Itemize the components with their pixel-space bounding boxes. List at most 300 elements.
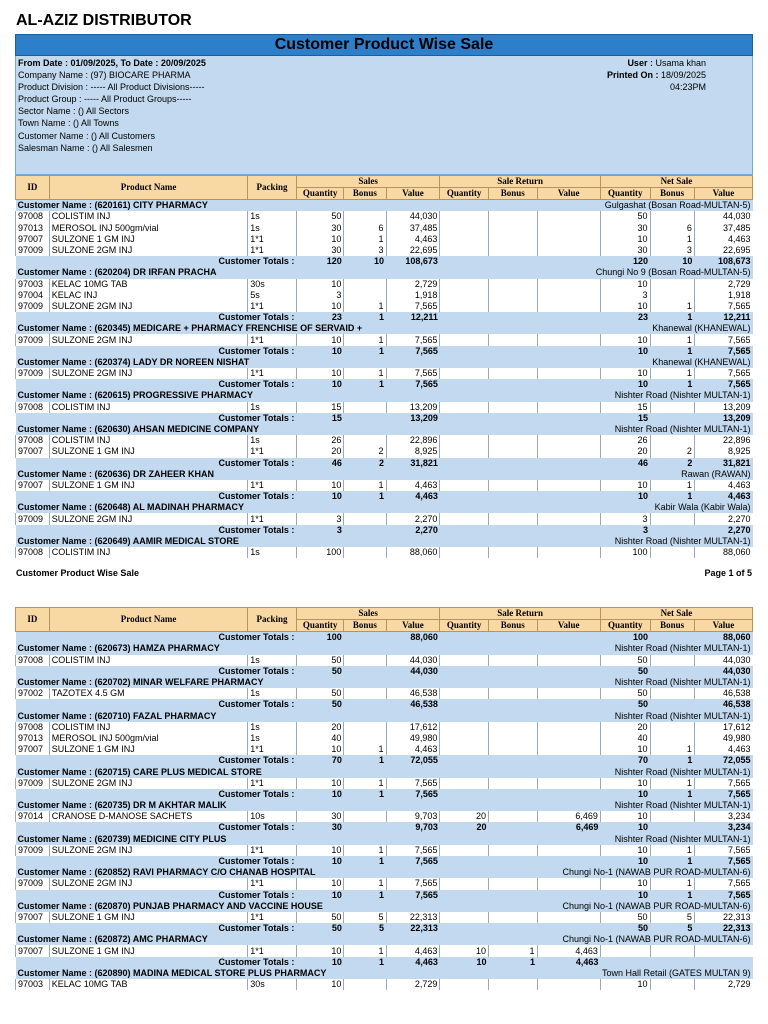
return-qty <box>440 979 489 990</box>
product-row <box>16 945 753 956</box>
sales-qty: 10 <box>296 334 344 345</box>
total-net-value: 44,030 <box>694 666 752 677</box>
total-net-value: 12,211 <box>694 312 752 323</box>
total-net-value: 3,234 <box>694 822 752 833</box>
packing: 1*1 <box>248 446 297 457</box>
product-id: 97008 <box>16 547 50 558</box>
sales-qty: 10 <box>296 778 344 789</box>
packing: 1*1 <box>248 878 297 889</box>
net-bonus <box>650 945 694 956</box>
total-net-bonus: 1 <box>650 312 694 323</box>
packing: 1s <box>248 402 297 413</box>
sales-bonus <box>344 733 386 744</box>
customer-town: Nishter Road (Nishter MULTAN-1) <box>488 766 752 777</box>
customer-totals-label: Customer Totals : <box>16 923 297 934</box>
total-net-value: 7,565 <box>694 379 752 390</box>
product-row <box>16 733 753 744</box>
customer-name: Customer Name : (620636) DR ZAHEER KHAN <box>16 469 489 480</box>
total-net-bonus: 1 <box>650 346 694 357</box>
customer-row <box>16 643 753 654</box>
return-bonus <box>488 722 537 733</box>
return-qty <box>440 912 489 923</box>
sales-qty: 10 <box>296 234 344 245</box>
return-qty <box>440 480 489 491</box>
customer-totals-row <box>16 822 753 833</box>
col-id: ID <box>16 608 50 632</box>
col-value: Value <box>537 188 600 200</box>
sales-qty: 50 <box>296 912 344 923</box>
return-qty <box>440 655 489 666</box>
product-id: 97008 <box>16 655 50 666</box>
sales-qty: 50 <box>296 688 344 699</box>
product-id: 97007 <box>16 234 50 245</box>
col-group-sale-return: Sale Return <box>440 176 601 188</box>
total-return-value <box>537 379 600 390</box>
customer-row <box>16 766 753 777</box>
sales-qty: 50 <box>296 211 344 222</box>
customer-name: Customer Name : (620204) DR IRFAN PRACHA <box>16 267 489 278</box>
col-value: Value <box>694 620 752 632</box>
total-net-qty: 10 <box>600 789 650 800</box>
product-name: SULZONE 2GM INJ <box>49 513 247 524</box>
net-value: 22,896 <box>694 435 752 446</box>
total-net-bonus: 5 <box>650 923 694 934</box>
product-row <box>16 778 753 789</box>
net-bonus <box>650 435 694 446</box>
customer-name: Customer Name : (620374) LADY DR NOREEN NISHAT <box>16 357 489 368</box>
net-value: 37,485 <box>694 223 752 234</box>
customer-town: Khanewal (KHANEWAL) <box>488 323 752 334</box>
total-net-value: 13,209 <box>694 413 752 424</box>
product-row <box>16 878 753 889</box>
customer-name: Customer Name : (620890) MADINA MEDICAL STORE PLUS PHARMACY <box>16 968 489 979</box>
sales-qty: 15 <box>296 402 344 413</box>
total-net-bonus <box>650 525 694 536</box>
net-value: 22,695 <box>694 245 752 256</box>
total-sales-bonus: 1 <box>344 789 386 800</box>
sales-bonus <box>344 688 386 699</box>
sales-bonus: 3 <box>344 245 386 256</box>
net-qty: 100 <box>600 547 650 558</box>
return-bonus <box>488 279 537 290</box>
total-sales-value: 4,463 <box>386 957 440 968</box>
net-bonus: 1 <box>650 480 694 491</box>
net-bonus <box>650 290 694 301</box>
product-row <box>16 513 753 524</box>
customer-totals-row <box>16 699 753 710</box>
customer-row <box>16 390 753 401</box>
customer-town: Nishter Road (Nishter MULTAN-1) <box>488 390 752 401</box>
customer-row <box>16 867 753 878</box>
net-bonus <box>650 547 694 558</box>
net-bonus: 1 <box>650 301 694 312</box>
customer-name: Customer Name : (620739) MEDICINE CITY PLUS <box>16 834 489 845</box>
col-bonus: Bonus <box>650 620 694 632</box>
total-return-bonus <box>488 458 537 469</box>
total-sales-value: 2,270 <box>386 525 440 536</box>
customer-totals-label: Customer Totals : <box>16 755 297 766</box>
customer-town: Chungi No-1 (NAWAB PUR ROAD-MULTAN-6) <box>488 867 752 878</box>
product-name: SULZONE 2GM INJ <box>49 845 247 856</box>
net-value: 3,234 <box>694 811 752 822</box>
total-sales-bonus: 1 <box>344 890 386 901</box>
col-quantity: Quantity <box>600 188 650 200</box>
col-group-net-sale: Net Sale <box>600 608 752 620</box>
net-bonus <box>650 722 694 733</box>
return-bonus <box>488 446 537 457</box>
sales-value: 7,565 <box>386 878 440 889</box>
customer-row <box>16 834 753 845</box>
return-qty <box>440 234 489 245</box>
net-value: 7,565 <box>694 878 752 889</box>
sales-bonus: 1 <box>344 368 386 379</box>
product-id: 97003 <box>16 979 50 990</box>
return-value <box>537 368 600 379</box>
total-net-bonus: 10 <box>650 256 694 267</box>
return-bonus <box>488 655 537 666</box>
product-row <box>16 290 753 301</box>
total-return-bonus <box>488 890 537 901</box>
sales-qty: 26 <box>296 435 344 446</box>
col-product: Product Name <box>49 608 247 632</box>
return-value <box>537 435 600 446</box>
total-return-qty <box>440 890 489 901</box>
product-id: 97009 <box>16 245 50 256</box>
customer-totals-row <box>16 525 753 536</box>
customer-row <box>16 536 753 547</box>
total-sales-bonus <box>344 666 386 677</box>
sales-qty: 3 <box>296 513 344 524</box>
return-bonus <box>488 245 537 256</box>
sales-bonus: 1 <box>344 334 386 345</box>
net-value: 44,030 <box>694 211 752 222</box>
net-bonus: 1 <box>650 234 694 245</box>
sales-value: 4,463 <box>386 480 440 491</box>
total-sales-value: 44,030 <box>386 666 440 677</box>
total-sales-value: 88,060 <box>386 632 440 644</box>
net-qty: 10 <box>600 301 650 312</box>
customer-name: Customer Name : (620615) PROGRESSIVE PHARMACY <box>16 390 489 401</box>
sales-bonus <box>344 655 386 666</box>
customer-totals-label: Customer Totals : <box>16 491 297 502</box>
return-value <box>537 446 600 457</box>
total-return-bonus <box>488 491 537 502</box>
total-sales-value: 31,821 <box>386 458 440 469</box>
packing: 1s <box>248 655 297 666</box>
net-value <box>694 945 752 956</box>
sales-value: 4,463 <box>386 744 440 755</box>
customer-totals-row <box>16 256 753 267</box>
sales-value: 49,980 <box>386 733 440 744</box>
return-qty <box>440 290 489 301</box>
net-value: 7,565 <box>694 368 752 379</box>
total-return-qty <box>440 856 489 867</box>
product-row <box>16 234 753 245</box>
customer-totals-label: Customer Totals : <box>16 822 297 833</box>
total-sales-qty: 10 <box>296 957 344 968</box>
product-name: MEROSOL INJ 500gm/vial <box>49 733 247 744</box>
product-name: SULZONE 1 GM INJ <box>49 945 247 956</box>
total-sales-value: 13,209 <box>386 413 440 424</box>
customer-row <box>16 424 753 435</box>
customer-totals-row <box>16 632 753 644</box>
return-value <box>537 688 600 699</box>
sales-bonus <box>344 279 386 290</box>
total-net-bonus <box>650 957 694 968</box>
net-value: 4,463 <box>694 744 752 755</box>
filter-list <box>18 57 206 154</box>
customer-totals-row <box>16 666 753 677</box>
sales-value: 22,695 <box>386 245 440 256</box>
sales-qty: 30 <box>296 223 344 234</box>
total-return-value <box>537 312 600 323</box>
total-sales-bonus: 10 <box>344 256 386 267</box>
report-filters <box>15 56 753 175</box>
packing: 1s <box>248 547 297 558</box>
return-bonus <box>488 845 537 856</box>
col-id: ID <box>16 176 50 200</box>
total-sales-bonus <box>344 632 386 644</box>
product-name: COLISTIM INJ <box>49 402 247 413</box>
total-net-bonus: 1 <box>650 789 694 800</box>
total-net-bonus <box>650 666 694 677</box>
total-sales-qty: 50 <box>296 699 344 710</box>
total-net-qty <box>600 957 650 968</box>
product-name: CRANOSE D-MANOSE SACHETS <box>49 811 247 822</box>
customer-town: Chungi No-1 (NAWAB PUR ROAD-MULTAN-6) <box>488 901 752 912</box>
sales-qty: 3 <box>296 290 344 301</box>
col-value: Value <box>694 188 752 200</box>
customer-town: Nishter Road (Nishter MULTAN-1) <box>488 677 752 688</box>
company-name: AL-AZIZ DISTRIBUTOR <box>16 12 192 29</box>
col-quantity: Quantity <box>440 188 489 200</box>
return-value: 6,469 <box>537 811 600 822</box>
return-bonus <box>488 744 537 755</box>
col-quantity: Quantity <box>440 620 489 632</box>
product-row <box>16 912 753 923</box>
net-value: 88,060 <box>694 547 752 558</box>
printed-date: 18/09/2025 <box>660 70 706 81</box>
net-qty: 10 <box>600 744 650 755</box>
net-bonus <box>650 211 694 222</box>
total-net-value: 72,055 <box>694 755 752 766</box>
customer-name: Customer Name : (620648) AL MADINAH PHARMACY <box>16 502 489 513</box>
product-id: 97013 <box>16 223 50 234</box>
net-value: 2,729 <box>694 279 752 290</box>
col-product: Product Name <box>49 176 247 200</box>
customer-totals-row <box>16 413 753 424</box>
total-return-value <box>537 890 600 901</box>
total-net-qty: 10 <box>600 856 650 867</box>
total-sales-qty: 10 <box>296 890 344 901</box>
net-bonus: 2 <box>650 446 694 457</box>
sales-qty: 20 <box>296 446 344 457</box>
total-net-qty: 10 <box>600 491 650 502</box>
total-sales-qty: 10 <box>296 856 344 867</box>
sales-bonus: 1 <box>344 845 386 856</box>
sales-value: 7,565 <box>386 778 440 789</box>
sales-bonus <box>344 722 386 733</box>
total-sales-bonus: 5 <box>344 923 386 934</box>
customer-town: Kabir Wala (Kabir Wala) <box>488 502 752 513</box>
customer-town: Town Hall Retail (GATES MULTAN 9) <box>488 968 752 979</box>
net-value: 7,565 <box>694 301 752 312</box>
net-value: 4,463 <box>694 234 752 245</box>
product-row <box>16 211 753 222</box>
customer-row <box>16 323 753 334</box>
customer-town: Rawan (RAWAN) <box>488 469 752 480</box>
return-bonus <box>488 211 537 222</box>
page-footer <box>16 568 752 578</box>
return-qty <box>440 513 489 524</box>
total-return-bonus <box>488 346 537 357</box>
product-name: SULZONE 2GM INJ <box>49 368 247 379</box>
total-return-value <box>537 632 600 644</box>
sales-bonus: 1 <box>344 778 386 789</box>
customer-row <box>16 968 753 979</box>
total-return-value <box>537 666 600 677</box>
customer-totals-row <box>16 923 753 934</box>
total-return-value <box>537 491 600 502</box>
product-name: TAZOTEX 4.5 GM <box>49 688 247 699</box>
customer-totals-label: Customer Totals : <box>16 856 297 867</box>
return-value <box>537 290 600 301</box>
user-label: User : <box>627 58 653 68</box>
total-net-qty: 50 <box>600 923 650 934</box>
filter-line: Sector Name : () All Sectors <box>18 106 130 117</box>
customer-totals-label: Customer Totals : <box>16 379 297 390</box>
total-sales-value: 12,211 <box>386 312 440 323</box>
return-value <box>537 733 600 744</box>
packing: 1s <box>248 223 297 234</box>
return-value <box>537 912 600 923</box>
product-name: COLISTIM INJ <box>49 211 247 222</box>
total-return-bonus <box>488 256 537 267</box>
packing: 10s <box>248 811 297 822</box>
total-return-value <box>537 755 600 766</box>
footer-title: Customer Product Wise Sale <box>16 568 139 578</box>
total-net-qty: 10 <box>600 346 650 357</box>
total-sales-bonus: 1 <box>344 957 386 968</box>
total-return-value <box>537 413 600 424</box>
product-id: 97014 <box>16 811 50 822</box>
total-return-value <box>537 346 600 357</box>
table-header-row <box>16 608 753 620</box>
sales-bonus <box>344 513 386 524</box>
customer-row <box>16 357 753 368</box>
sales-bonus: 5 <box>344 912 386 923</box>
sales-bonus: 2 <box>344 446 386 457</box>
total-return-bonus <box>488 923 537 934</box>
sales-qty: 10 <box>296 979 344 990</box>
total-net-bonus <box>650 632 694 644</box>
customer-name: Customer Name : (620870) PUNJAB PHARMACY AND VACCINE HOUSE <box>16 901 489 912</box>
sales-qty: 40 <box>296 733 344 744</box>
customer-name: Customer Name : (620872) AMC PHARMACY <box>16 934 489 945</box>
net-bonus <box>650 279 694 290</box>
total-sales-value: 108,673 <box>386 256 440 267</box>
net-qty: 10 <box>600 234 650 245</box>
total-sales-qty: 46 <box>296 458 344 469</box>
packing: 1s <box>248 722 297 733</box>
customer-row <box>16 200 753 212</box>
sales-value: 17,612 <box>386 722 440 733</box>
packing: 5s <box>248 290 297 301</box>
return-qty <box>440 223 489 234</box>
total-net-value: 2,270 <box>694 525 752 536</box>
customer-totals-label: Customer Totals : <box>16 890 297 901</box>
total-sales-qty: 3 <box>296 525 344 536</box>
product-name: SULZONE 1 GM INJ <box>49 912 247 923</box>
col-value: Value <box>537 620 600 632</box>
customer-row <box>16 267 753 278</box>
customer-totals-row <box>16 890 753 901</box>
total-sales-value: 7,565 <box>386 379 440 390</box>
sales-value: 7,565 <box>386 334 440 345</box>
total-net-qty: 3 <box>600 525 650 536</box>
return-qty <box>440 744 489 755</box>
net-value: 44,030 <box>694 655 752 666</box>
total-net-bonus: 2 <box>650 458 694 469</box>
net-value: 8,925 <box>694 446 752 457</box>
packing: 1*1 <box>248 845 297 856</box>
net-bonus: 1 <box>650 744 694 755</box>
sales-bonus: 1 <box>344 480 386 491</box>
product-name: KELAC 10MG TAB <box>49 979 247 990</box>
packing: 1*1 <box>248 912 297 923</box>
product-id: 97009 <box>16 513 50 524</box>
product-row <box>16 402 753 413</box>
total-return-qty: 20 <box>440 822 489 833</box>
return-value <box>537 234 600 245</box>
sales-value: 7,565 <box>386 368 440 379</box>
total-sales-qty: 15 <box>296 413 344 424</box>
product-id: 97009 <box>16 778 50 789</box>
sales-bonus <box>344 435 386 446</box>
return-qty <box>440 435 489 446</box>
total-sales-qty: 10 <box>296 379 344 390</box>
sales-bonus: 1 <box>344 744 386 755</box>
customer-totals-label: Customer Totals : <box>16 666 297 677</box>
product-id: 97008 <box>16 211 50 222</box>
customer-totals-row <box>16 755 753 766</box>
product-row <box>16 655 753 666</box>
net-qty: 10 <box>600 480 650 491</box>
return-qty <box>440 446 489 457</box>
net-value: 2,729 <box>694 979 752 990</box>
net-bonus: 1 <box>650 845 694 856</box>
net-qty: 50 <box>600 655 650 666</box>
filter-line: Customer Name : () All Customers <box>18 130 156 141</box>
product-name: SULZONE 2GM INJ <box>49 245 247 256</box>
net-qty: 10 <box>600 811 650 822</box>
sales-table-page-1 <box>15 175 753 558</box>
sales-bonus <box>344 402 386 413</box>
return-qty <box>440 845 489 856</box>
customer-totals-label: Customer Totals : <box>16 256 297 267</box>
total-sales-value: 72,055 <box>386 755 440 766</box>
total-sales-qty: 30 <box>296 822 344 833</box>
total-sales-qty: 23 <box>296 312 344 323</box>
net-qty: 10 <box>600 878 650 889</box>
col-bonus: Bonus <box>488 620 537 632</box>
customer-totals-row <box>16 957 753 968</box>
return-value <box>537 223 600 234</box>
product-id: 97008 <box>16 402 50 413</box>
packing: 30s <box>248 979 297 990</box>
total-return-qty <box>440 666 489 677</box>
customer-totals-row <box>16 312 753 323</box>
